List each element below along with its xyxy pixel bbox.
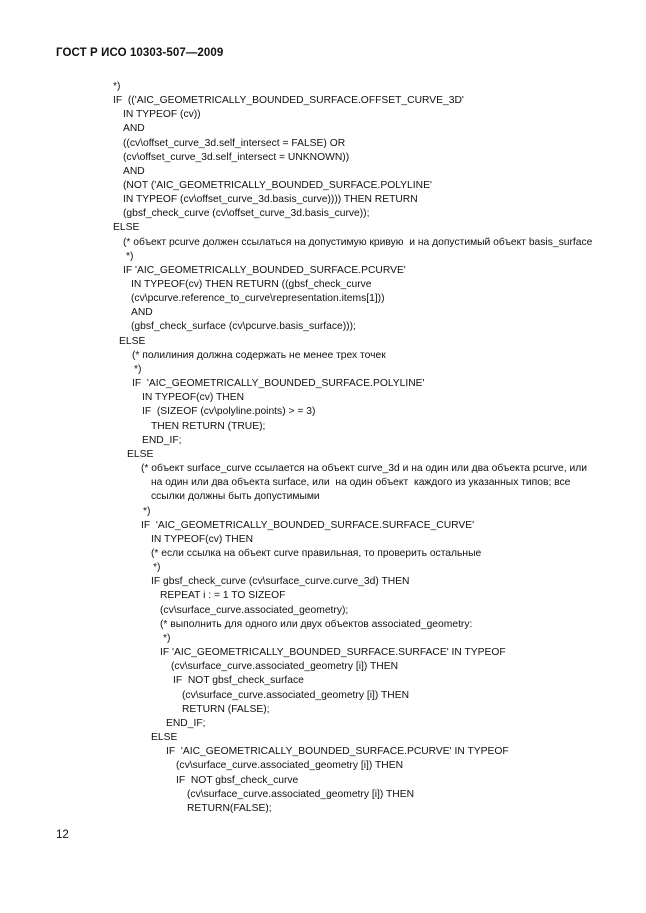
code-line: (* если ссылка на объект curve правильная, то проверить остальные [151,548,482,559]
code-line: *) [134,364,142,375]
code-line: (* объект surface_curve ссылается на объект curve_3d и на один или два объекта pcurve, или [141,463,588,474]
code-line: (gbsf_check_surface (cv\pcurve.basis_surface))); [131,321,356,332]
code-line: AND [123,123,145,134]
code-line: IF gbsf_check_curve (cv\surface_curve.curve_3d) THEN [151,576,410,587]
code-line: IF 'AIC_GEOMETRICALLY_BOUNDED_SURFACE.PCURVE' [123,265,406,276]
code-line: (cv\pcurve.reference_to_curve\representation.items[1])) [131,293,385,304]
code-line: IF 'AIC_GEOMETRICALLY_BOUNDED_SURFACE.POLYLINE' [132,378,425,389]
code-line: (NOT ('AIC_GEOMETRICALLY_BOUNDED_SURFACE.POLYLINE' [123,180,432,191]
code-line: IN TYPEOF(cv) THEN [142,392,245,403]
code-line: *) [163,633,171,644]
code-line: IN TYPEOF (cv\offset_curve_3d.basis_curve)))) THEN RETURN [123,194,418,205]
code-line: AND [131,307,153,318]
code-line: (cv\offset_curve_3d.self_intersect = UNKNOWN)) [123,152,350,163]
page-number: 12 [56,829,69,841]
code-line: (* объект pcurve должен ссылаться на допустимую кривую и на допустимый объект basis_surface [123,237,593,248]
code-line: ELSE [127,449,154,460]
code-line: на один или два объекта surface, или на один объект каждого из указанных типов; все [151,477,571,488]
code-line: (cv\surface_curve.associated_geometry [i]) THEN [176,760,403,771]
code-line: *) [143,506,151,517]
code-line: ссылки должны быть допустимыми [151,491,320,502]
code-line: (gbsf_check_curve (cv\offset_curve_3d.basis_curve)); [123,208,370,219]
code-line: THEN RETURN (TRUE); [151,421,266,432]
code-line: IF NOT gbsf_check_surface [173,675,304,686]
code-line: IF 'AIC_GEOMETRICALLY_BOUNDED_SURFACE.PCURVE' IN TYPEOF [166,746,509,757]
code-line: RETURN(FALSE); [187,803,272,814]
code-line: IF 'AIC_GEOMETRICALLY_BOUNDED_SURFACE.SURFACE_CURVE' [141,520,475,531]
code-line: END_IF; [142,435,182,446]
code-line: (cv\surface_curve.associated_geometry [i]) THEN [171,661,398,672]
code-line: ((cv\offset_curve_3d.self_intersect = FALSE) OR [123,138,346,149]
code-line: IF 'AIC_GEOMETRICALLY_BOUNDED_SURFACE.SURFACE' IN TYPEOF [160,647,506,658]
code-line: *) [113,81,121,92]
code-line: IF (SIZEOF (cv\polyline.points) > = 3) [142,406,316,417]
code-line: REPEAT i : = 1 TO SIZEOF [160,590,286,601]
code-line: AND [123,166,145,177]
code-line: IF NOT gbsf_check_curve [176,775,299,786]
code-line: END_IF; [166,718,206,729]
code-line: (cv\surface_curve.associated_geometry); [160,605,349,616]
document-header: ГОСТ Р ИСО 10303-507—2009 [56,47,224,59]
code-line: ELSE [119,336,146,347]
code-line: *) [153,562,161,573]
code-line: RETURN (FALSE); [182,704,270,715]
code-line: (* полилиния должна содержать не менее трех точек [132,350,386,361]
code-line: (* выполнить для одного или двух объектов associated_geometry: [160,619,473,630]
code-line: (cv\surface_curve.associated_geometry [i]) THEN [187,789,414,800]
code-line: IF (('AIC_GEOMETRICALLY_BOUNDED_SURFACE.OFFSET_CURVE_3D' [113,95,464,106]
code-line: ELSE [151,732,178,743]
code-line: ELSE [113,222,140,233]
code-line: IN TYPEOF(cv) THEN [151,534,254,545]
code-line: (cv\surface_curve.associated_geometry [i]) THEN [182,690,409,701]
code-line: IN TYPEOF(cv) THEN RETURN ((gbsf_check_curve [131,279,372,290]
code-line: *) [126,251,134,262]
code-line: IN TYPEOF (cv)) [123,109,201,120]
